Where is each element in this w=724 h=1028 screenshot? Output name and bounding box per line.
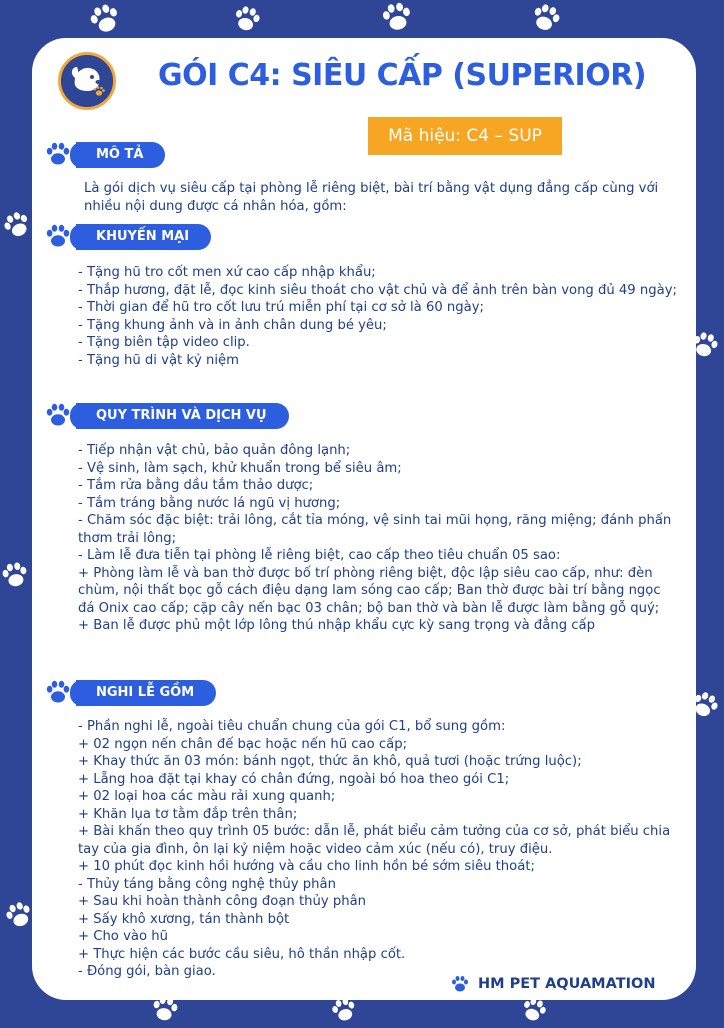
list-item: - Tặng hũ tro cốt men xứ cao cấp nhập khẩu;	[78, 265, 376, 280]
list-item: + Sau khi hoàn thành công đoạn thủy phân	[78, 894, 367, 909]
list-item: - Làm lễ đưa tiễn tại phòng lễ riêng biệt, cao cấp theo tiêu chuẩn 05 sao:	[78, 548, 561, 563]
list-item: + Bài khấn theo quy trình 05 bước: dẫn lễ, phát biểu cảm tưởng của cơ sở, phát biểu chia tay của gia đình, ôn lại kỷ niệm hoặc video cảm xúc (nếu có), truy điệu.	[78, 824, 671, 857]
list-item: + Ban lễ được phủ một lớp lông thú nhập khẩu cực kỳ sang trọng và đẳng cấp	[78, 618, 595, 633]
list-item: - Tắm tráng bằng nước lá ngũ vị hương;	[78, 495, 341, 511]
paw-icon	[44, 401, 72, 429]
list-item: - Thời gian để hũ tro cốt lưu trú miễn phí tại cơ sở là 60 ngày;	[78, 300, 484, 315]
list-item: + 10 phút đọc kinh hồi hướng và cầu cho linh hồn bé sớm siêu thoát;	[78, 859, 535, 874]
list-item: - Tiếp nhận vật chủ, bảo quản đông lạnh;	[78, 443, 351, 458]
list-item: - Phần nghi lễ, ngoài tiêu chuẩn chung của gói C1, bổ sung gồm:	[78, 719, 506, 734]
package-code-badge: Mã hiệu: C4 – SUP	[368, 117, 562, 155]
promotion-list	[78, 264, 678, 369]
background-paw-icon	[83, 0, 127, 41]
dog-head-icon	[58, 52, 116, 110]
background-paw-icon	[377, 0, 416, 37]
list-item: + Sấy khô xương, tán thành bột	[78, 911, 290, 927]
list-item: + Lẵng hoa đặt tại khay có chân đứng, ngoài bó hoa theo gói C1;	[78, 771, 510, 787]
list-item: - Tắm rửa bằng dầu tắm thảo dược;	[78, 478, 314, 493]
list-item: - Thủy táng bằng công nghệ thủy phân	[78, 876, 336, 892]
section-heading: NGHI LỄ GỒM	[76, 680, 216, 706]
paw-icon	[44, 678, 72, 706]
list-item: - Thắp hương, đặt lễ, đọc kinh siêu thoát cho vật chủ và để ảnh trên bàn vong đủ 49 ngày;	[78, 282, 677, 298]
list-item: + 02 ngọn nến chân đế bạc hoặc nến hũ cao cấp;	[78, 736, 408, 752]
background-paw-icon	[229, 1, 266, 38]
section-heading: KHUYẾN MẠI	[76, 224, 211, 250]
background-paw-icon	[525, 0, 566, 39]
list-item: - Vệ sinh, làm sạch, khử khuẩn trong bể siêu âm;	[78, 460, 402, 476]
list-item: + Cho vào hũ	[78, 929, 168, 944]
description-text: Là gói dịch vụ siêu cấp tại phòng lễ riêng biệt, bài trí bằng vật dụng đẳng cấp cùng với nhiều nội dung được cá nhân hóa, gồm:	[84, 181, 659, 214]
list-item: + Khay thức ăn 03 món: bánh ngọt, thức ăn khô, quả tươi (hoặc trứng luộc);	[78, 754, 582, 769]
list-item: + 02 loại hoa các màu rải xung quanh;	[78, 789, 336, 804]
ceremony-list	[78, 718, 678, 981]
footer-brand	[450, 974, 655, 994]
process-list	[78, 442, 678, 635]
background-paw-icon	[0, 558, 32, 593]
brand-name: HM PET AQUAMATION	[478, 976, 656, 992]
list-item: - Tặng biên tập video clip.	[78, 335, 250, 350]
paw-icon	[44, 222, 72, 250]
list-item: + Khăn lụa tơ tằm đắp trên thân;	[78, 806, 298, 822]
paw-icon	[450, 974, 470, 994]
section-heading: QUY TRÌNH VÀ DỊCH VỤ	[76, 403, 289, 429]
list-item: - Chăm sóc đặc biệt: trải lông, cắt tỉa móng, vệ sinh tai mũi họng, răng miệng; đánh phấn thơm trải lông;	[78, 513, 672, 546]
section-heading: MÔ TẢ	[76, 142, 165, 168]
paw-icon	[44, 140, 72, 168]
list-item: + Thực hiện các bước cầu siêu, hô thần nhập cốt.	[78, 946, 406, 962]
list-item: - Tặng hũ di vật kỷ niệm	[78, 352, 240, 368]
page-title: GÓI C4: SIÊU CẤP (SUPERIOR)	[158, 58, 647, 93]
list-item: - Đóng gói, bàn giao.	[78, 964, 216, 979]
list-item: + Phòng làm lễ và ban thờ được bố trí phòng riêng biệt, độc lập siêu cao cấp, như: đèn chùm, nội thất bọc gỗ cách điệu dạng lam sóng cao cấp; Ban thờ được bài trí bằng ngọc đá Onix cao cấp; cặp cây nến bạc 03 chân; bộ ban thờ và bàn lễ được làm bằng gỗ quý;	[78, 565, 661, 616]
list-item: - Tặng khung ảnh và in ảnh chân dung bé yêu;	[78, 317, 387, 333]
